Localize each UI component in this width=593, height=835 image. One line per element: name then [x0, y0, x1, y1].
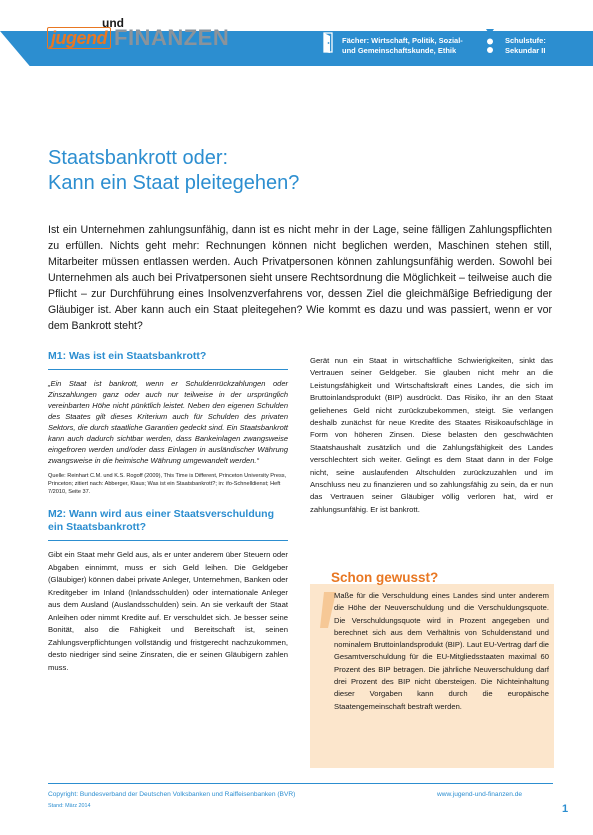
right-column — [310, 355, 553, 516]
footer-url-link[interactable]: www.jugend-und-finanzen.de — [437, 791, 523, 798]
m1-quote: „Ein Staat ist bankrott, wenn er Schuldenrückzahlungen oder Zinszahlungen ganz oder auch nur teilweise in der ursprünglich vereinbarten Höhe nicht pünktlich leistet. Neben den eigenen Schulden des Staates gilt dieses Kriterium auch für Schulden des privaten Sektors, die durch staatliche Garantien gedeckt sind. Ein Staatsbankrott kann auch dadurch sichtbar werden, dass Bankeinlagen zwangsweise eingefroren werden und/oder dass Einlagen in ausländischer Währung zwangsweise in die heimische Währung umgewandelt werden.“ — [48, 379, 288, 465]
logo-und: und — [102, 16, 124, 30]
faecher-line1: Fächer: Wirtschaft, Politik, Sozial- — [342, 36, 463, 45]
right-column-text: Gerät nun ein Staat in wirtschaftliche Schwierigkeiten, sinkt das Vertrauen seiner Geldgeber. Sie glauben nicht mehr an die Leistungsfähigkeit und Wirtschaftskraft eines Landes, die sich im Bruttoinlandsprodukt (BIP) ausdrückt. Das Risiko, ihr an den Staat geliehenes Geld nicht zurückzubekommen, steigt. Sie verlangen deshalb zunächst für neue Kredite des Staates Risikoaufschläge in Form von höheren Zinsen. Diese belasten den geschwächten Staatshaushalt zusätzlich und die Zahlungsfähigkeit des Landes verschlechtert sich weiter. Gelingt es dem Staat dann in der Folge nicht, seine auslaufenden Altschulden zurückzuzahlen und im Anschluss neu zu finanzieren und so zahlungsfähig zu sein, da er nun das Vertrauen seiner Gläubiger völlig verloren hat, wird er zahlungsunfähig. Er ist bankrott. — [310, 356, 553, 514]
logo-jugend: jugend — [47, 27, 111, 49]
schulstufe-line1: Schulstufe: — [505, 36, 546, 45]
footer-copyright: Copyright: Bundesverband der Deutschen Volksbanken und Raiffeisenbanken (BVR) — [48, 791, 296, 798]
m2-heading: M2: Wann wird aus einer Staatsverschuldung ein Staatsbankrott? — [48, 508, 288, 541]
title-line1: Staatsbankrott oder: — [48, 147, 229, 169]
faecher-label — [342, 36, 482, 56]
schulstufe-line2: Sekundar II — [505, 46, 546, 55]
intro-paragraph: Ist ein Unternehmen zahlungsunfähig, dann ist es nicht mehr in der Lage, seine fälligen Zahlungspflichten zu erfüllen. Nichts geht mehr: Rechnungen können nicht beglichen werden, Maschinen stehen still, Mitarbeiter müssen entlassen werden. Auch Privatpersonen können zahlungsunfähig werden. Sowohl bei Unternehmen als auch bei Privatpersonen sieht unsere Rechtsordnung die Möglichkeit – teilweise auch die Pflicht – zur Durchführung eines Insolvenzverfahrens vor, dessen Ziel die gleichmäßige Befriedigung der Gläubiger ist. Aber kann auch ein Staat pleitegehen? Wie kommt es dazu und was passiert, wenn er vor dem Bankrott steht? — [48, 224, 552, 332]
schulstufe-label — [505, 36, 585, 56]
page-number: 1 — [562, 803, 569, 815]
m1-source: Quelle: Reinhart C.M. und K.S. Rogoff (2009), This Time is Different, Princeton University Press, Princeton; zitiert nach: Abberger, Klaus; Was ist ein Staatsbankrott?; in: ifo-Schnelldienst; Heft 7/2010, Seite 37. — [48, 473, 287, 495]
info-box-text: Maße für die Verschuldung eines Landes sind unter anderem die Höhe der Neuverschuldung und die Verschuldungsquote. Die Verschuldungsquote wird in Prozent angegeben und berechnet sich aus dem Verhältnis von Schuldenstand und nominalem Bruttoinlandsprodukt (BIP). Laut EU-Vertrag darf die Gesamtverschuldung für die EU-Mitgliedsstaaten maximal 60 Prozent des BIP betragen. Die jährliche Neuverschuldung darf drei Prozent des BIP nicht übersteigen. Die Nichteinhaltung dieser Vorgaben kann durch die europäische Staatengemeinschaft bestraft werden. — [334, 591, 549, 711]
info-box-title: Schon gewusst? — [331, 570, 439, 585]
left-column — [48, 350, 288, 674]
footer-divider — [48, 783, 553, 784]
m1-heading: M1: Was ist ein Staatsbankrott? — [48, 350, 288, 370]
page-title — [48, 146, 548, 196]
level-marker-icon — [485, 28, 495, 54]
logo-finanzen: FINANZEN — [114, 25, 230, 50]
door-icon — [323, 32, 334, 54]
m2-text: Gibt ein Staat mehr Geld aus, als er unter anderem über Steuern oder Abgaben einnimmt, muss er sich Geld leihen. Die Geldgeber (Gläubiger) können dabei private Anleger, Unternehmen, Banken oder Kreditgeber im Inland (Inlandsschulden) oder internationale Anleger aus dem Ausland (Auslandsschulden) sein. An sie verkauft der Staat Anleihen oder nimmt Kredite auf. Er verschuldet sich. Je besser seine Bonität, also die Fähigkeit und Bereitschaft ist, seinen Zahlungsverpflichtungen vollständig und fristgerecht nachzukommen, desto niedriger sind seine Zinsraten, die er seinen Gläubigern zahlen muss. — [48, 550, 288, 672]
faecher-line2: und Gemeinschaftskunde, Ethik — [342, 46, 457, 55]
footer-stand: Stand: März 2014 — [48, 803, 91, 809]
title-line2: Kann ein Staat pleitegehen? — [48, 172, 300, 194]
